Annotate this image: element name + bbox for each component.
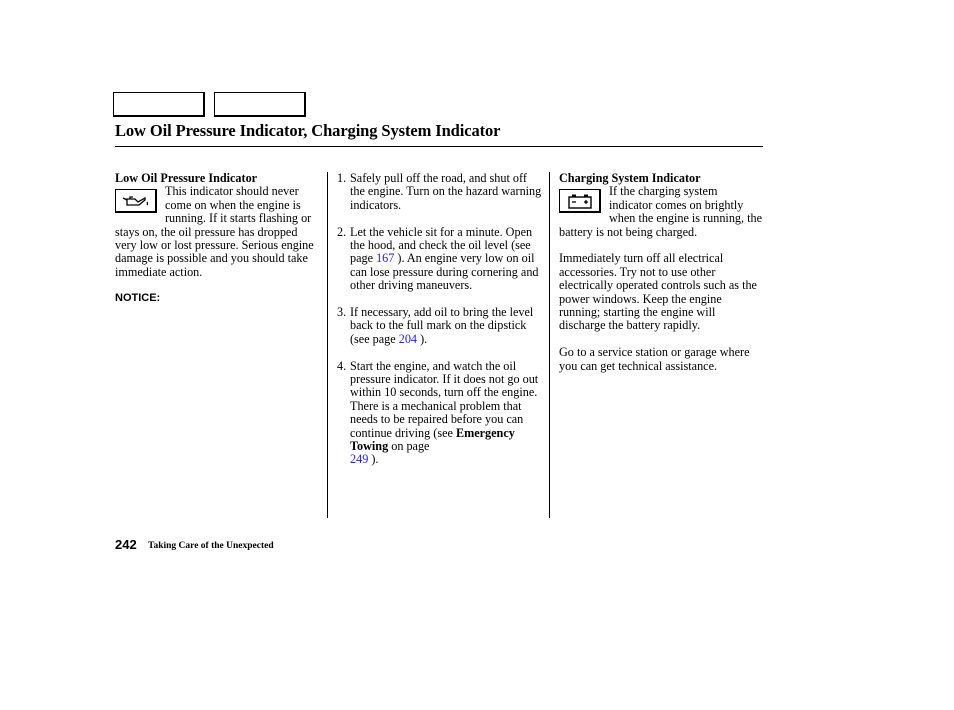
nav-button-next[interactable] [214, 92, 306, 117]
charging-heading: Charging System Indicator [559, 171, 701, 185]
oil-can-icon [115, 189, 157, 213]
section-name: Taking Care of the Unexpected [148, 541, 274, 551]
oil-pressure-text: This indicator should never come on when the engine is running. If it starts flashing or stays on, the oil pressure has dropped very low or lost pressure. Serious engine damage is possible and you should take immediate action. [115, 184, 314, 279]
page-title: Low Oil Pressure Indicator, Charging System Indicator [115, 121, 501, 140]
charging-text-2: Immediately turn off all electrical accessories. Try not to use other electrically operated controls such as the power windows. Keep the engine running; starting the engine will discharge the battery rapidly. [559, 251, 757, 333]
column-divider [327, 172, 328, 518]
page-link-204[interactable]: 204 [398, 331, 418, 346]
battery-icon [559, 189, 601, 213]
step-item: 4. Start the engine, and watch the oil pressure indicator. If it does not go out within 10 seconds, turn off the engine. There is a mechanical problem that needs to be repaired before you can continue driving (see Emergency Towing on page 249 ). [337, 358, 539, 467]
nav-button-previous[interactable] [113, 92, 205, 117]
step-item: 3. If necessary, add oil to bring the level back to the full mark on the dipstick (see page 204 ). [337, 305, 534, 346]
step-item: 1. Safely pull off the road, and shut off the engine. Turn on the hazard warning indicators. [337, 171, 542, 212]
page-link-167[interactable]: 167 [376, 251, 395, 266]
page-number: 242 [115, 537, 137, 552]
page-link-249[interactable]: 249 [350, 452, 369, 467]
oil-pressure-section [115, 172, 321, 306]
step-item: 2. Let the vehicle sit for a minute. Open the hood, and check the oil level (see page 167 ). An engine very low on oil can lose pressure during cornering and other driving maneuvers. [337, 224, 539, 293]
emergency-towing-reference: Emergency Towing [350, 425, 515, 454]
oil-pressure-heading: Low Oil Pressure Indicator [115, 171, 258, 185]
notice-label: NOTICE: [115, 292, 161, 305]
column-divider [549, 172, 550, 518]
charging-section [559, 172, 763, 373]
steps-section [337, 172, 543, 480]
charging-text-3: Go to a service station or garage where you can get technical assistance. [559, 345, 750, 373]
title-rule [115, 146, 763, 147]
charging-text-1: If the charging system indicator comes on brightly when the engine is running, the battery is not being charged. [559, 184, 762, 239]
steps-list [337, 172, 543, 467]
